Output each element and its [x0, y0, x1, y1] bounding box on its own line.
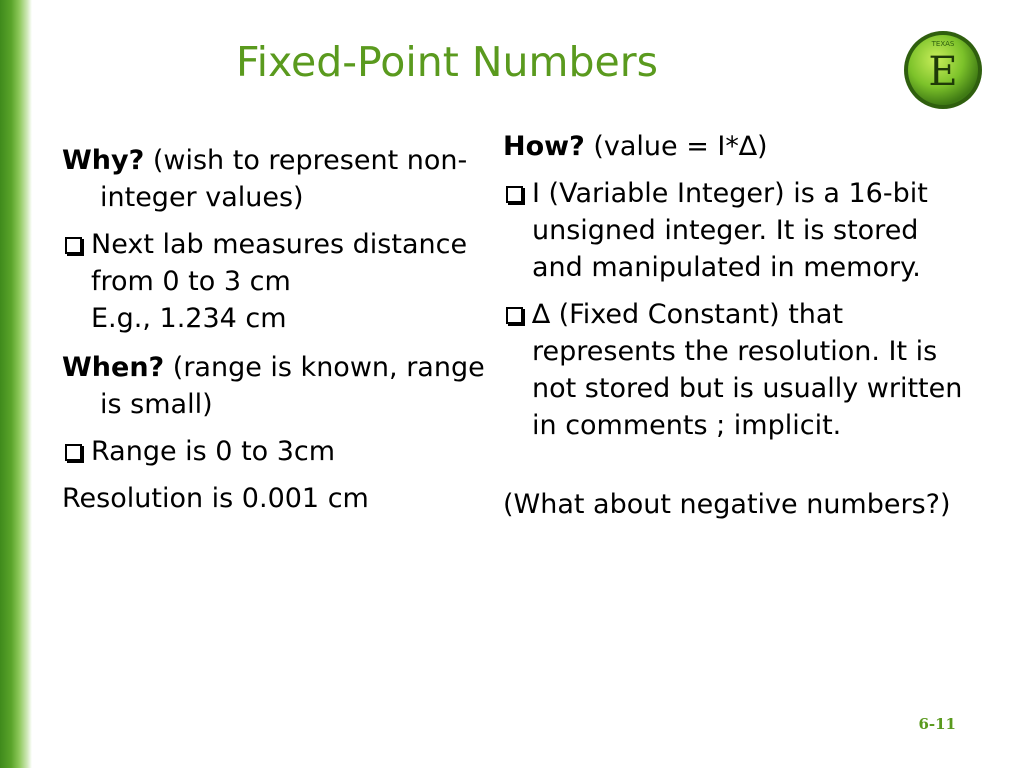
list-item: [62, 226, 502, 337]
slide-title: Fixed-Point Numbers: [236, 38, 658, 86]
why-text: (wish to represent non-integer values): [100, 145, 468, 213]
negative-numbers-question: (What about negative numbers?): [503, 489, 951, 520]
left-accent-bar: [0, 0, 32, 768]
list-item: [503, 296, 973, 444]
logo-top-text: TEXAS: [931, 40, 955, 48]
bullet-text: Range is 0 to 3cm: [91, 436, 336, 467]
checkbox-bullet-icon: [65, 237, 82, 254]
how-paragraph: [503, 128, 973, 165]
logo-letter: E: [928, 49, 958, 95]
bullet-text: Next lab measures distance from 0 to 3 cm: [91, 229, 468, 297]
when-label: When?: [62, 352, 165, 383]
resolution-text: Resolution is 0.001 cm: [62, 483, 369, 514]
right-column: [503, 128, 973, 523]
page-number: 6-11: [918, 715, 956, 733]
checkbox-bullet-icon: [506, 186, 523, 203]
why-paragraph: [62, 142, 502, 216]
checkbox-bullet-icon: [506, 307, 523, 324]
embedded-systems-logo-icon: [903, 30, 983, 110]
checkbox-bullet-icon: [65, 444, 82, 461]
when-paragraph: [62, 349, 502, 423]
how-label: How?: [503, 131, 585, 162]
bullet-text: ∆ (Fixed Constant) that represents the resolution. It is not stored but is usually written in comments ; implicit.: [532, 299, 963, 441]
bullet-text-example: E.g., 1.234 cm: [91, 303, 287, 334]
why-label: Why?: [62, 145, 145, 176]
list-item: [62, 433, 502, 470]
bullet-text: I (Variable Integer) is a 16-bit unsigned integer. It is stored and manipulated in memory.: [532, 178, 928, 283]
when-text: (range is known, range is small): [100, 352, 485, 420]
how-text: (value = I*∆): [584, 131, 768, 162]
list-item: [503, 175, 973, 286]
left-column: [62, 142, 502, 517]
